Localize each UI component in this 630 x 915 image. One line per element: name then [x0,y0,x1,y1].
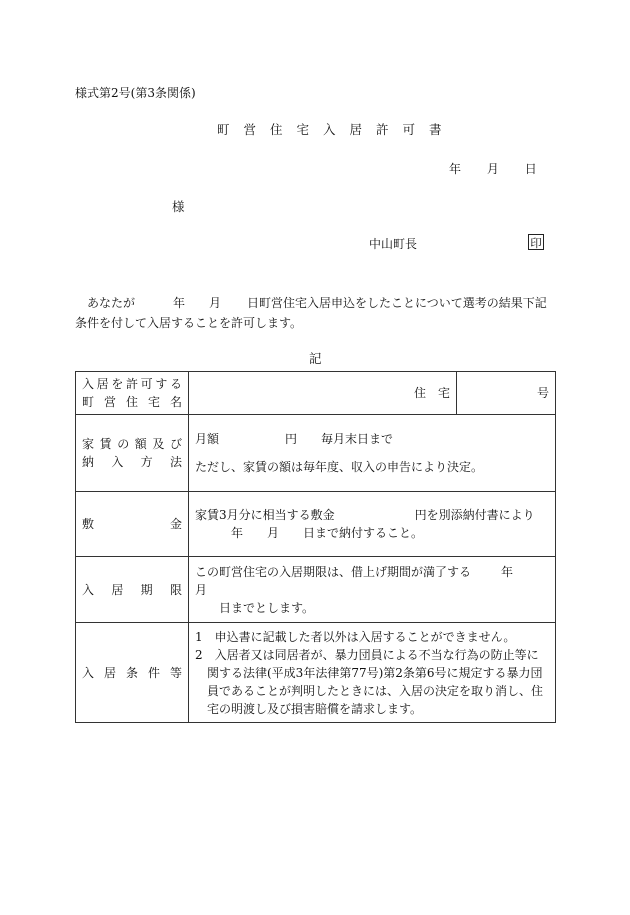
date-month: 月 [486,162,499,176]
permission-conditions-table [75,371,556,723]
deposit-text: 家賃3月分に相当する敷金 [195,508,335,522]
label-rent [76,415,189,492]
seal-mark: 印 [528,234,544,250]
label-line: 敷金 [82,517,182,531]
deposit-line2 [195,524,549,542]
term-text: この町営住宅の入居期限は、借上げ期間が満了する [195,564,472,579]
condition-item-1: 1 申込書に記載した者以外は入居することができません。 [195,629,516,644]
term-line2: 日までとします。 [219,600,315,615]
rent-due-label: 毎月末日まで [321,432,394,446]
rent-line2: ただし、家賃の額は毎年度、収入の申告により決定。 [195,460,484,474]
term-line1 [195,563,549,599]
statement-year: 年 [173,296,186,310]
label-line: 入居を許可する [82,377,182,391]
statement-part1: あなたが [87,296,136,310]
permission-statement [75,293,560,333]
label-line: 入居条件等 [82,665,182,680]
number-label: 号 [536,386,549,400]
label-line: 家賃の額及び [82,437,182,451]
deposit-line1 [195,506,549,524]
deposit-text-2: 円を別添納付書により [414,508,535,522]
label-term [76,557,189,623]
deposit-month: 月 [267,526,280,540]
label-housing [76,372,189,415]
label-line: 入居期限 [82,582,182,597]
table-row-term [76,557,556,623]
label-line: 町営住宅名 [82,395,182,409]
table-row-conditions [76,623,556,723]
housing-name-cell [189,372,457,415]
label-conditions [76,623,189,723]
date-year: 年 [449,162,462,176]
label-line: 納入方法 [82,455,182,469]
housing-label: 住 宅 [413,386,450,400]
table-row-housing [76,372,556,415]
deposit-year: 年 [231,526,244,540]
issue-date [449,160,537,177]
term-year: 年 [501,564,514,579]
table-row-deposit [76,492,556,557]
rent-monthly-label: 月額 [195,432,220,446]
rent-details-cell [189,415,556,492]
term-details-cell [189,557,556,623]
housing-number-cell [457,372,556,415]
document-title: 町営住宅入居許可書 [217,122,456,137]
rent-line1 [195,430,549,448]
label-deposit [76,492,189,557]
rent-yen-label: 円 [285,432,298,446]
condition-item-2: 2 入居者又は同居者が、暴力団員による不当な行為の防止等に関する法律(平成3年法律第77号)第2条第6号に規定する暴力団員であることが判明したときには、入居の決定を取り消し、住宅の明渡し及び損害賠償を請求します。 [195,647,544,716]
deposit-details-cell [189,492,556,557]
deposit-deadline: 日まで納付すること。 [303,526,424,540]
statement-part4: 日町営住宅入居申込をしたことについて選考の結果下記 [247,296,547,310]
statement-month: 月 [209,296,222,310]
form-number: 様式第2号(第3条関係) [75,86,196,100]
term-month: 月 [195,582,208,597]
addressee-suffix: 様 [172,199,185,214]
conditions-details-cell [189,623,556,723]
ki-heading: 記 [309,351,322,366]
issuer-name: 中山町長 [369,237,418,251]
date-day: 日 [524,162,537,176]
table-row-rent [76,415,556,492]
statement-line2: 条件を付して入居することを許可します。 [75,316,303,330]
